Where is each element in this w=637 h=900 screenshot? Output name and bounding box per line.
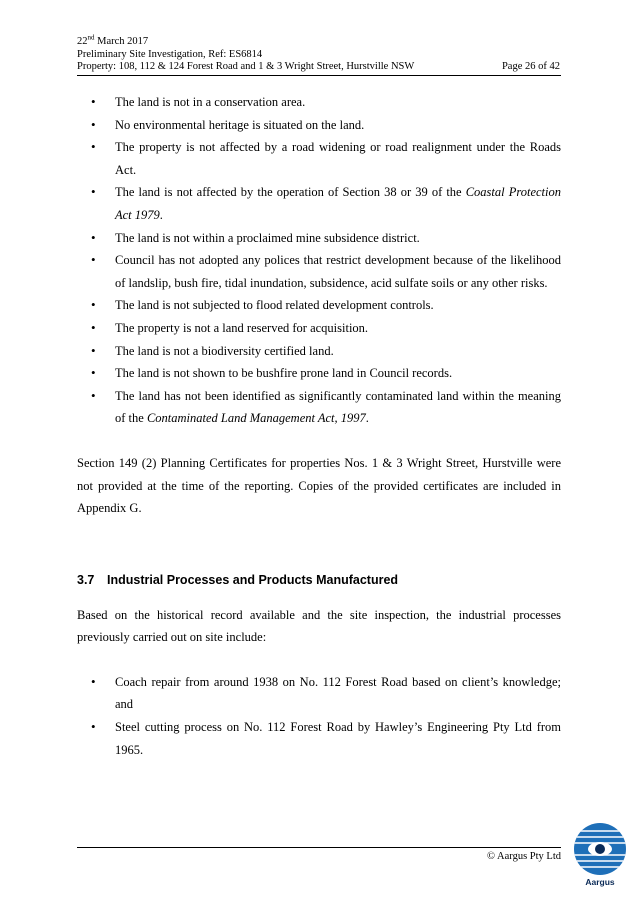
- header-report-ref: Preliminary Site Investigation, Ref: ES6814: [77, 48, 263, 60]
- italic-title: Contaminated Land Management Act, 1997: [146, 411, 366, 426]
- list-item: • The land is not within a proclaimed mine subsidence district.: [77, 227, 561, 250]
- list-item: • No environmental heritage is situated on the land.: [77, 114, 561, 137]
- list-item: • Council has not adopted any polices that restrict development because of the likelihood of landslip, bush fire, tidal inundation, subsidence, acid sulfate soils or any other risks.: [77, 249, 561, 294]
- list-item: • The land is not affected by the operation of Section 38 or 39 of the Coastal Protection Act 1979.: [77, 181, 561, 226]
- logo-wordmark: Aargus: [585, 877, 615, 887]
- page-number: Page 26 of 42: [501, 61, 560, 72]
- list-item: • The land is not shown to be bushfire prone land in Council records.: [77, 362, 561, 385]
- page-body: [77, 91, 561, 761]
- list-item: • The property is not a land reserved for acquisition.: [77, 317, 561, 340]
- italic-title: Coastal Protection Act 1979: [115, 185, 561, 222]
- list-item: • Coach repair from around 1938 on No. 112 Forest Road based on client’s knowledge; and: [77, 671, 561, 716]
- list-item: • Steel cutting process on No. 112 Forest Road by Hawley’s Engineering Pty Ltd from 1965.: [77, 716, 561, 761]
- planning-certificate-list: [77, 91, 561, 430]
- header-date: 22nd March 2017: [77, 33, 149, 47]
- header-property-row: [77, 61, 560, 74]
- planning-certificate-paragraph: Section 149 (2) Planning Certificates for properties Nos. 1 & 3 Wright Street, Hurstville were not provided at the time of the reporting. Copies of the provided certificates are included in Appendix G.: [77, 455, 561, 516]
- footer-divider: [77, 847, 561, 848]
- section-title: Industrial Processes and Products Manufactured: [107, 572, 399, 587]
- list-item: • The land is not subjected to flood related development controls.: [77, 294, 561, 317]
- footer-copyright: © Aargus Pty Ltd: [487, 851, 561, 862]
- header-property: Property: 108, 112 & 124 Forest Road and 1 & 3 Wright Street, Hurstville NSW: [77, 61, 415, 72]
- list-item: • The land is not a biodiversity certified land.: [77, 340, 561, 363]
- list-item: • The land has not been identified as significantly contaminated land within the meaning of the Contaminated Land Management Act, 1997.: [77, 385, 561, 430]
- section-heading: [77, 570, 561, 590]
- list-item: • The property is not affected by a road widening or road realignment under the Roads Act.: [77, 136, 561, 181]
- section-number: 3.7: [77, 572, 95, 587]
- list-item: • The land is not in a conservation area.: [77, 91, 561, 114]
- industrial-processes-intro: Based on the historical record available and the site inspection, the industrial processes previously carried out on site include:: [77, 607, 561, 645]
- page-header: [77, 33, 560, 74]
- header-divider: [77, 75, 561, 76]
- industrial-processes-list: [77, 671, 561, 761]
